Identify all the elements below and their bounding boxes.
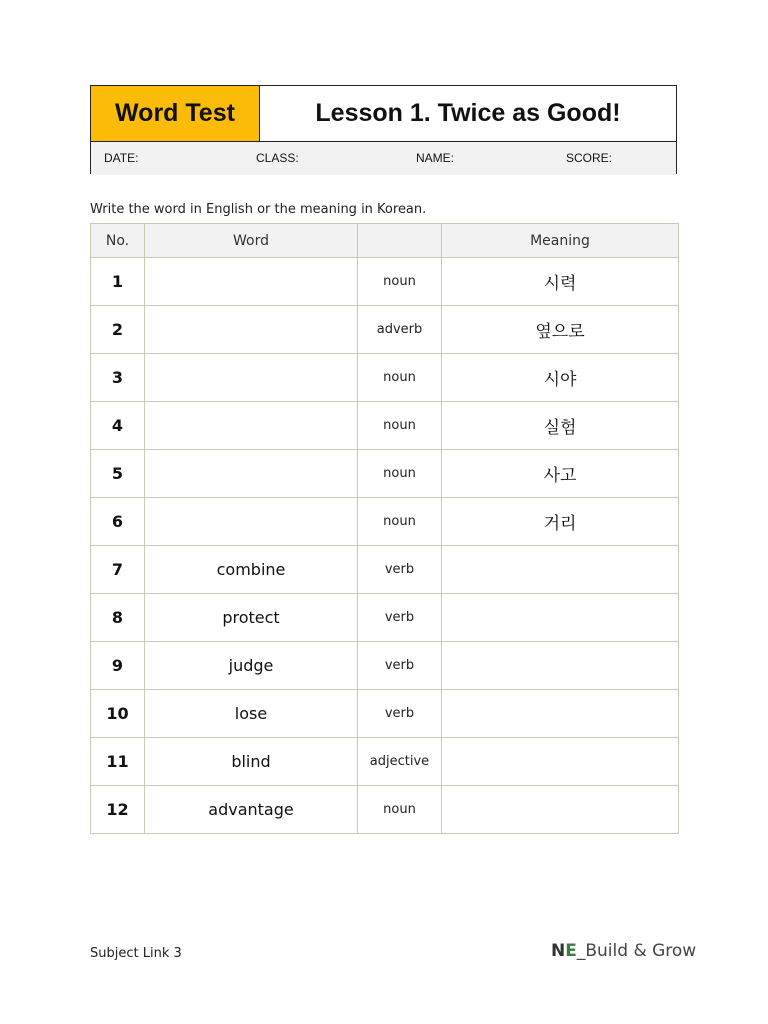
table-row	[91, 306, 679, 354]
header-meaning: Meaning	[442, 224, 679, 258]
part-of-speech-cell: adverb	[358, 306, 442, 354]
row-number: 12	[91, 786, 145, 834]
row-number: 2	[91, 306, 145, 354]
table-header-row	[91, 224, 679, 258]
score-label: SCORE:	[566, 151, 613, 165]
word-cell[interactable]	[145, 354, 358, 402]
part-of-speech-cell: noun	[358, 402, 442, 450]
part-of-speech-cell: verb	[358, 594, 442, 642]
header-box	[90, 85, 677, 174]
part-of-speech-cell: verb	[358, 642, 442, 690]
row-number: 1	[91, 258, 145, 306]
part-of-speech-cell: verb	[358, 690, 442, 738]
table-row	[91, 642, 679, 690]
row-number: 3	[91, 354, 145, 402]
brand-tagline: _Build & Grow	[576, 941, 697, 961]
word-cell: protect	[145, 594, 358, 642]
row-number: 7	[91, 546, 145, 594]
meaning-cell[interactable]	[442, 546, 679, 594]
lesson-title: Lesson 1. Twice as Good!	[315, 99, 621, 127]
meaning-cell: 시야	[442, 354, 679, 402]
header-part-of-speech	[358, 224, 442, 258]
header-top	[91, 86, 676, 142]
word-cell: combine	[145, 546, 358, 594]
meaning-cell: 옆으로	[442, 306, 679, 354]
word-cell[interactable]	[145, 306, 358, 354]
part-of-speech-cell: verb	[358, 546, 442, 594]
meaning-cell[interactable]	[442, 738, 679, 786]
row-number: 11	[91, 738, 145, 786]
row-number: 5	[91, 450, 145, 498]
table-row	[91, 690, 679, 738]
word-cell: judge	[145, 642, 358, 690]
part-of-speech-cell: noun	[358, 786, 442, 834]
instruction-text: Write the word in English or the meaning in Korean.	[90, 202, 427, 217]
word-cell: advantage	[145, 786, 358, 834]
footer-subject: Subject Link 3	[90, 946, 182, 961]
part-of-speech-cell: noun	[358, 354, 442, 402]
header-word: Word	[145, 224, 358, 258]
brand-logo	[551, 941, 696, 961]
meaning-cell[interactable]	[442, 642, 679, 690]
meaning-cell: 시력	[442, 258, 679, 306]
row-number: 4	[91, 402, 145, 450]
table-row	[91, 546, 679, 594]
table-row	[91, 402, 679, 450]
row-number: 9	[91, 642, 145, 690]
meaning-cell[interactable]	[442, 594, 679, 642]
table-row	[91, 354, 679, 402]
word-table	[90, 223, 679, 834]
brand-e: E	[565, 941, 577, 961]
table-row	[91, 450, 679, 498]
word-cell[interactable]	[145, 498, 358, 546]
name-label: NAME:	[416, 151, 455, 165]
class-label: CLASS:	[256, 151, 299, 165]
part-of-speech-cell: noun	[358, 498, 442, 546]
table-row	[91, 498, 679, 546]
word-cell[interactable]	[145, 402, 358, 450]
table-row	[91, 786, 679, 834]
meaning-cell[interactable]	[442, 786, 679, 834]
brand-n: N	[551, 941, 566, 961]
row-number: 10	[91, 690, 145, 738]
date-label: DATE:	[104, 151, 139, 165]
word-cell: lose	[145, 690, 358, 738]
row-number: 8	[91, 594, 145, 642]
word-cell[interactable]	[145, 258, 358, 306]
row-number: 6	[91, 498, 145, 546]
info-fields-row	[91, 142, 676, 175]
part-of-speech-cell: noun	[358, 258, 442, 306]
word-test-title: Word Test	[91, 86, 260, 141]
part-of-speech-cell: noun	[358, 450, 442, 498]
word-cell[interactable]	[145, 450, 358, 498]
table-row	[91, 738, 679, 786]
table-row	[91, 594, 679, 642]
meaning-cell[interactable]	[442, 690, 679, 738]
part-of-speech-cell: adjective	[358, 738, 442, 786]
meaning-cell: 거리	[442, 498, 679, 546]
table-row	[91, 258, 679, 306]
meaning-cell: 실험	[442, 402, 679, 450]
header-no: No.	[91, 224, 145, 258]
meaning-cell: 사고	[442, 450, 679, 498]
word-cell: blind	[145, 738, 358, 786]
